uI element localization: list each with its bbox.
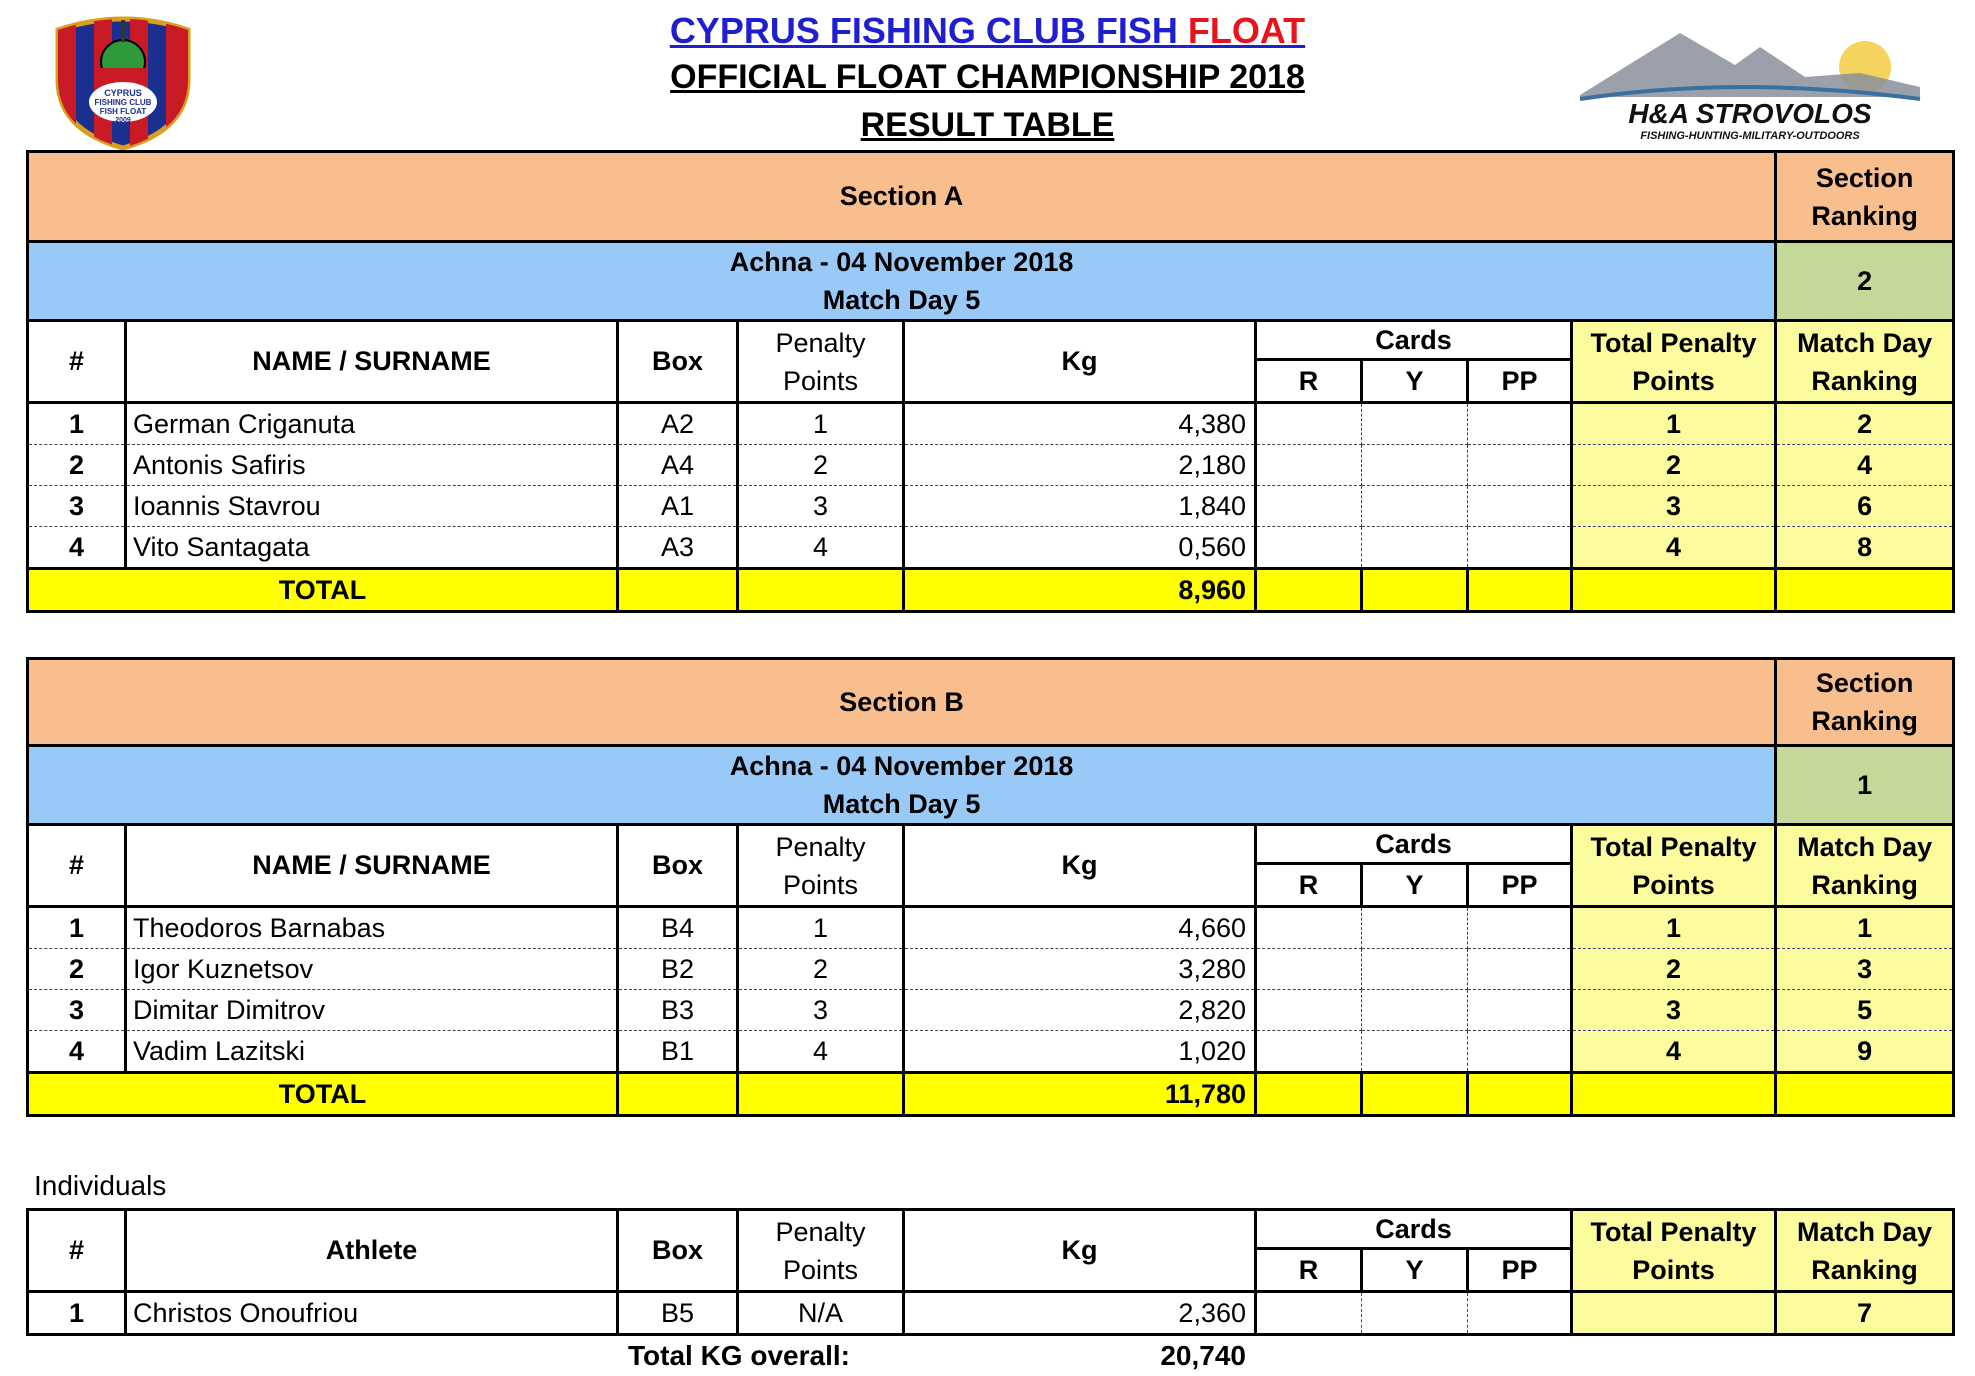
col-total-penalty-header: Total Penalty Points [1572, 1210, 1776, 1292]
total-row [28, 1073, 1954, 1116]
col-num-header: # [28, 321, 126, 403]
row-penalty: 1 [738, 907, 904, 949]
col-kg-header: Kg [904, 825, 1256, 907]
row-card-pp [1468, 949, 1572, 990]
row-box: B4 [618, 907, 738, 949]
row-name: Igor Kuznetsov [126, 949, 618, 990]
table-row [28, 1292, 1954, 1335]
row-total-penalty: 2 [1572, 445, 1776, 486]
row-match-rank: 8 [1776, 527, 1954, 569]
row-match-rank: 2 [1776, 403, 1954, 445]
row-card-r [1256, 1292, 1362, 1335]
row-penalty: N/A [738, 1292, 904, 1335]
row-total-penalty: 3 [1572, 990, 1776, 1031]
section-a-table [26, 150, 1955, 613]
row-name: Theodoros Barnabas [126, 907, 618, 949]
total-card-y-empty [1362, 569, 1468, 612]
table-row [28, 445, 1954, 486]
row-total-penalty: 3 [1572, 486, 1776, 527]
total-box-empty [618, 1073, 738, 1116]
row-name: Ioannis Stavrou [126, 486, 618, 527]
club-title-float: FLOAT [1187, 10, 1306, 51]
row-card-pp [1468, 990, 1572, 1031]
row-match-rank: 3 [1776, 949, 1954, 990]
row-name: Vadim Lazitski [126, 1031, 618, 1073]
total-kg: 8,960 [904, 569, 1256, 612]
row-num: 4 [28, 527, 126, 569]
col-total-penalty-header: Total Penalty Points [1572, 321, 1776, 403]
col-penalty-header: Penalty Points [738, 321, 904, 403]
row-penalty: 3 [738, 990, 904, 1031]
col-athlete-header: Athlete [126, 1210, 618, 1292]
row-card-pp [1468, 527, 1572, 569]
row-penalty: 3 [738, 486, 904, 527]
total-card-r-empty [1256, 1073, 1362, 1116]
row-card-r [1256, 1031, 1362, 1073]
row-card-y [1362, 1031, 1468, 1073]
row-card-r [1256, 949, 1362, 990]
section-ranking-header: Section Ranking [1776, 659, 1954, 746]
col-box-header: Box [618, 1210, 738, 1292]
total-box-empty [618, 569, 738, 612]
row-kg: 4,380 [904, 403, 1256, 445]
mountain-sun-logo-icon [1560, 25, 1940, 145]
row-total-penalty: 4 [1572, 1031, 1776, 1073]
row-box: B2 [618, 949, 738, 990]
col-penalty-header: Penalty Points [738, 825, 904, 907]
row-name: Antonis Safiris [126, 445, 618, 486]
row-card-y [1362, 486, 1468, 527]
result-table-title: RESULT TABLE [860, 106, 1115, 144]
total-row [28, 569, 1954, 612]
section-a-header: Section A [28, 152, 1776, 242]
row-card-r [1256, 486, 1362, 527]
row-match-rank: 1 [1776, 907, 1954, 949]
row-card-pp [1468, 486, 1572, 527]
club-title-text: CYPRUS FISHING CLUB FISH [669, 10, 1178, 51]
section-ranking-header: Section Ranking [1776, 152, 1954, 242]
row-box: A1 [618, 486, 738, 527]
section-b-header: Section B [28, 659, 1776, 746]
table-row [28, 527, 1954, 569]
total-card-pp-empty [1468, 1073, 1572, 1116]
row-penalty: 2 [738, 445, 904, 486]
svg-text:FISH FLOAT: FISH FLOAT [99, 107, 147, 116]
row-box: A3 [618, 527, 738, 569]
row-match-rank: 4 [1776, 445, 1954, 486]
row-name: Dimitar Dimitrov [126, 990, 618, 1031]
table-row [28, 949, 1954, 990]
row-box: A4 [618, 445, 738, 486]
col-card-r-header: R [1256, 864, 1362, 907]
row-match-rank: 7 [1776, 1292, 1954, 1335]
col-match-day-header: Match Day Ranking [1776, 825, 1954, 907]
row-box: B1 [618, 1031, 738, 1073]
row-kg: 2,820 [904, 990, 1256, 1031]
col-num-header: # [28, 825, 126, 907]
total-penalty-empty [738, 1073, 904, 1116]
row-num: 4 [28, 1031, 126, 1073]
row-card-r [1256, 907, 1362, 949]
col-card-r-header: R [1256, 360, 1362, 403]
row-kg: 4,660 [904, 907, 1256, 949]
col-penalty-header: Penalty Points [738, 1210, 904, 1292]
row-penalty: 2 [738, 949, 904, 990]
table-row [28, 1031, 1954, 1073]
row-card-y [1362, 527, 1468, 569]
col-card-pp-header: PP [1468, 864, 1572, 907]
row-box: B3 [618, 990, 738, 1031]
col-num-header: # [28, 1210, 126, 1292]
table-row [28, 486, 1954, 527]
row-card-r [1256, 445, 1362, 486]
row-num: 1 [28, 1292, 126, 1335]
row-total-penalty [1572, 1292, 1776, 1335]
section-a-ranking: 2 [1776, 242, 1954, 321]
row-penalty: 4 [738, 527, 904, 569]
col-name-header: NAME / SURNAME [126, 825, 618, 907]
col-card-r-header: R [1256, 1249, 1362, 1292]
row-num: 2 [28, 949, 126, 990]
row-card-r [1256, 403, 1362, 445]
col-card-y-header: Y [1362, 1249, 1468, 1292]
total-total-penalty-empty [1572, 1073, 1776, 1116]
row-penalty: 1 [738, 403, 904, 445]
svg-text:FISHING CLUB: FISHING CLUB [94, 98, 152, 107]
championship-title: OFFICIAL FLOAT CHAMPIONSHIP 2018 [670, 58, 1305, 96]
col-match-day-header: Match Day Ranking [1776, 321, 1954, 403]
row-total-penalty: 2 [1572, 949, 1776, 990]
total-card-y-empty [1362, 1073, 1468, 1116]
total-label: TOTAL [28, 569, 618, 612]
row-kg: 1,020 [904, 1031, 1256, 1073]
table-row [28, 403, 1954, 445]
row-card-y [1362, 1292, 1468, 1335]
row-kg: 2,180 [904, 445, 1256, 486]
row-num: 3 [28, 486, 126, 527]
section-a-venue: Achna - 04 November 2018 Match Day 5 [28, 242, 1776, 321]
row-total-penalty: 4 [1572, 527, 1776, 569]
row-kg: 0,560 [904, 527, 1256, 569]
svg-text:2009: 2009 [115, 117, 131, 124]
table-row [28, 907, 1954, 949]
total-match-rank-empty [1776, 569, 1954, 612]
section-b-ranking: 1 [1776, 746, 1954, 825]
row-name: Vito Santagata [126, 527, 618, 569]
row-total-penalty: 1 [1572, 403, 1776, 445]
row-num: 3 [28, 990, 126, 1031]
col-match-day-header: Match Day Ranking [1776, 1210, 1954, 1292]
overall-value: 20,740 [1160, 1340, 1246, 1371]
col-cards-header: Cards [1256, 825, 1572, 864]
row-match-rank: 5 [1776, 990, 1954, 1031]
row-card-y [1362, 907, 1468, 949]
total-match-rank-empty [1776, 1073, 1954, 1116]
row-total-penalty: 1 [1572, 907, 1776, 949]
row-card-pp [1468, 907, 1572, 949]
row-name: German Criganuta [126, 403, 618, 445]
table-row [28, 990, 1954, 1031]
total-penalty-empty [738, 569, 904, 612]
col-total-penalty-header: Total Penalty Points [1572, 825, 1776, 907]
total-kg: 11,780 [904, 1073, 1256, 1116]
row-card-y [1362, 990, 1468, 1031]
row-num: 2 [28, 445, 126, 486]
col-name-header: NAME / SURNAME [126, 321, 618, 403]
col-kg-header: Kg [904, 1210, 1256, 1292]
row-card-y [1362, 403, 1468, 445]
svg-text:FISHING-HUNTING-MILITARY-OUTDO: FISHING-HUNTING-MILITARY-OUTDOORS [1640, 130, 1860, 142]
col-box-header: Box [618, 321, 738, 403]
total-card-r-empty [1256, 569, 1362, 612]
row-card-pp [1468, 445, 1572, 486]
row-card-pp [1468, 403, 1572, 445]
col-card-y-header: Y [1362, 360, 1468, 403]
col-box-header: Box [618, 825, 738, 907]
row-match-rank: 6 [1776, 486, 1954, 527]
total-label: TOTAL [28, 1073, 618, 1116]
total-card-pp-empty [1468, 569, 1572, 612]
svg-text:CYPRUS: CYPRUS [104, 88, 142, 98]
col-kg-header: Kg [904, 321, 1256, 403]
individuals-table [26, 1208, 1955, 1336]
section-b-venue: Achna - 04 November 2018 Match Day 5 [28, 746, 1776, 825]
row-card-y [1362, 949, 1468, 990]
individuals-label: Individuals [34, 1170, 167, 1201]
row-num: 1 [28, 403, 126, 445]
row-card-y [1362, 445, 1468, 486]
col-card-pp-header: PP [1468, 360, 1572, 403]
row-kg: 1,840 [904, 486, 1256, 527]
row-name: Christos Onoufriou [126, 1292, 618, 1335]
row-card-r [1256, 990, 1362, 1031]
row-penalty: 4 [738, 1031, 904, 1073]
row-match-rank: 9 [1776, 1031, 1954, 1073]
row-box: B5 [618, 1292, 738, 1335]
col-cards-header: Cards [1256, 321, 1572, 360]
col-card-y-header: Y [1362, 864, 1468, 907]
total-total-penalty-empty [1572, 569, 1776, 612]
col-card-pp-header: PP [1468, 1249, 1572, 1292]
section-b-table [26, 657, 1955, 1117]
row-card-pp [1468, 1292, 1572, 1335]
row-kg: 2,360 [904, 1292, 1256, 1335]
page-header [0, 0, 1975, 150]
overall-label: Total KG overall: [628, 1340, 850, 1371]
row-num: 1 [28, 907, 126, 949]
row-kg: 3,280 [904, 949, 1256, 990]
col-cards-header: Cards [1256, 1210, 1572, 1249]
row-box: A2 [618, 403, 738, 445]
svg-text:H&A STROVOLOS: H&A STROVOLOS [1628, 98, 1872, 129]
row-card-r [1256, 527, 1362, 569]
row-card-pp [1468, 1031, 1572, 1073]
club-shield-logo-icon [48, 10, 198, 150]
